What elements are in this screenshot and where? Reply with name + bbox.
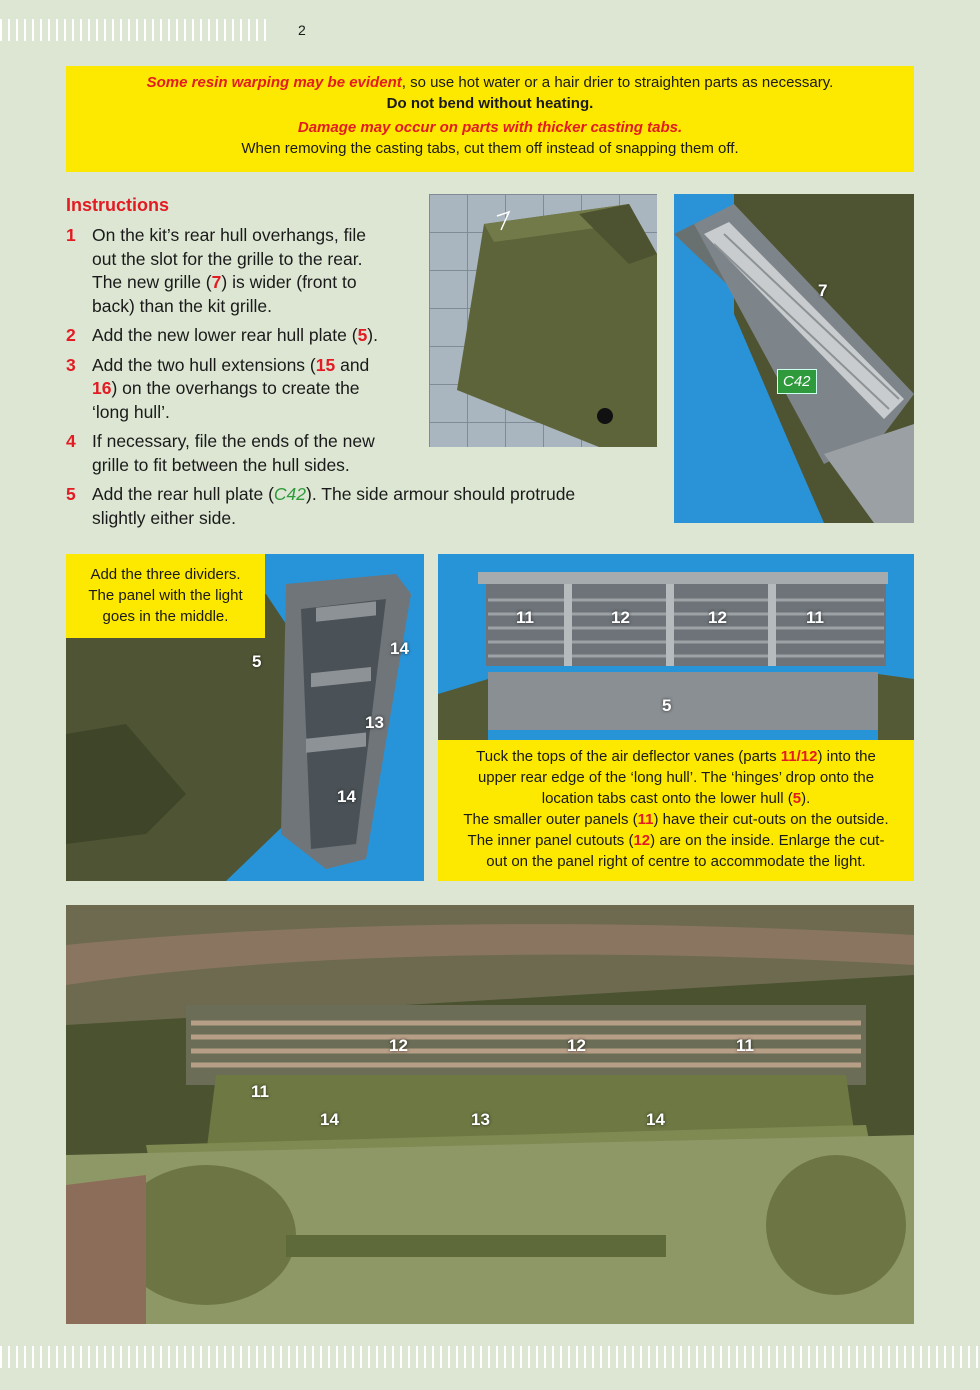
dividers-label-13: 13 (365, 713, 384, 732)
photo-real-vehicle (66, 905, 914, 1324)
dividers-label-5: 5 (252, 652, 262, 671)
vanes-caption: Tuck the tops of the air deflector vanes (parts 11/12) into the upper rear edge of the ‘long hull’. The ‘hinges’ drop onto the location tabs cast onto the lower hull (5). The smaller outer panels (11) have their cut-outs on the outside. The inner panel cutouts (12) are on the inside. Enlarge the cut- out on the panel right of centre to accommodate the light. (438, 740, 914, 881)
decorative-stripe-top (0, 19, 270, 41)
step-4: 4 If necessary, file the ends of the new grille to fit between the hull sides. (66, 431, 375, 475)
photo-dividers (66, 554, 424, 881)
step-1: 1 On the kit’s rear hull overhangs, file out the slot for the grille to the rear. The new grille (7) is wider (front to back) than the kit grille. (66, 225, 366, 316)
page-number: 2 (298, 22, 306, 38)
real-label-12-left: 12 (389, 1036, 408, 1055)
dividers-label-14-bottom: 14 (337, 787, 356, 806)
real-label-14-right: 14 (646, 1110, 665, 1129)
vanes-label-12-left: 12 (611, 608, 630, 627)
decorative-stripe-bottom (0, 1346, 980, 1368)
vanes-label-11-left: 11 (516, 608, 534, 627)
vanes-label-11-right: 11 (806, 608, 824, 627)
warning-box (66, 66, 914, 172)
vanes-label-5: 5 (662, 696, 672, 715)
grille-c42-label: C42 (777, 369, 817, 394)
real-label-12-right: 12 (567, 1036, 586, 1055)
instructions-heading: Instructions (66, 195, 170, 215)
warning-line-4: When removing the casting tabs, cut them off instead of snapping them off. (241, 140, 739, 157)
step-5: 5 Add the rear hull plate (C42). The side armour should protrude slightly either side. (66, 484, 576, 528)
dividers-caption: Add the three dividers. The panel with the light goes in the middle. (66, 554, 265, 638)
step-3: 3 Add the two hull extensions (15 and 16) on the overhangs to create the ‘long hull’. (66, 354, 370, 422)
step-2: 2 Add the new lower rear hull plate (5). (66, 325, 378, 345)
real-label-14-left: 14 (320, 1110, 339, 1129)
photo-hull-overhang (429, 194, 657, 447)
real-label-11-right: 11 (736, 1036, 754, 1055)
warning-line-1: Some resin warping may be evident, so use hot water or a hair drier to straighten parts as necessary. (146, 74, 834, 91)
grille-part-label: 7 (818, 281, 828, 300)
vanes-label-12-right: 12 (708, 608, 727, 627)
real-label-13: 13 (471, 1110, 490, 1129)
dividers-label-14-top: 14 (390, 639, 409, 658)
photo-grille (674, 194, 914, 523)
warning-line-3: Damage may occur on parts with thicker casting tabs. (297, 119, 683, 136)
photo-vanes (438, 554, 914, 881)
real-label-11-left: 11 (251, 1082, 269, 1101)
warning-line-2: Do not bend without heating. (386, 95, 594, 112)
